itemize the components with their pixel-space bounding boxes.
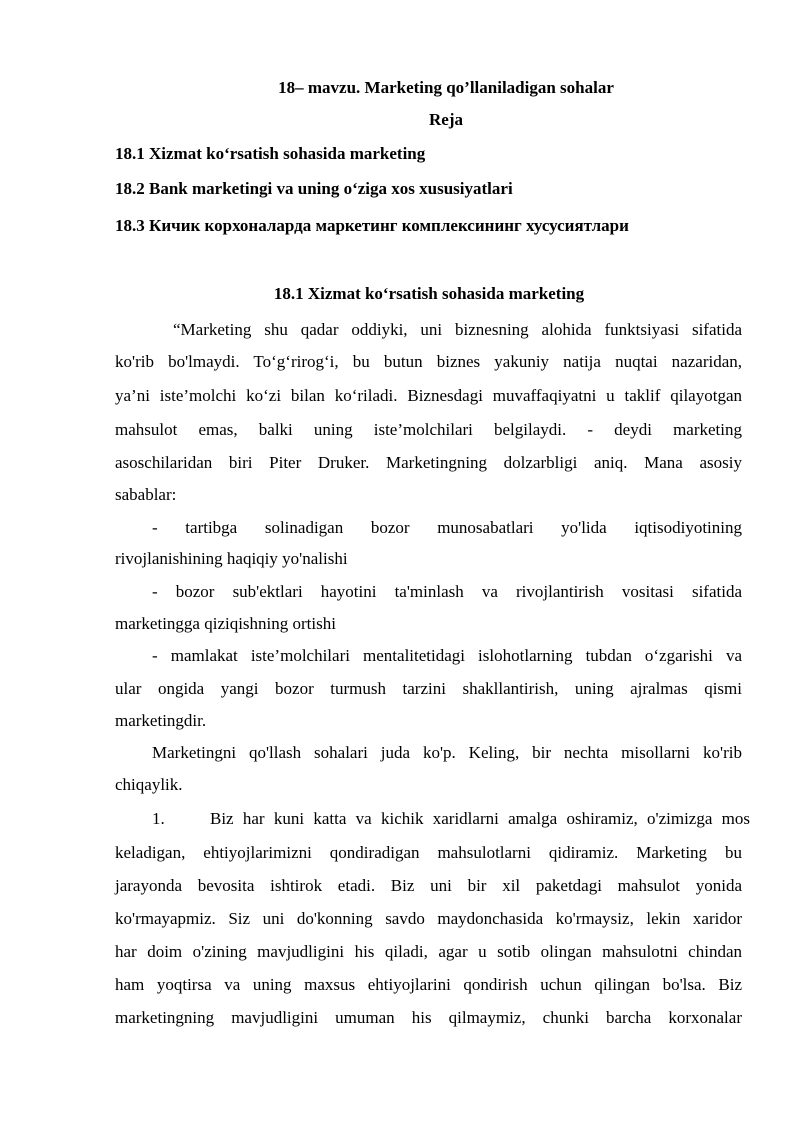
body-line: “Marketing shu qadar oddiyki, uni biznesning alohida funktsiyasi sifatida — [173, 320, 742, 339]
body-line: Biz har kuni katta va kichik xaridlarni amalga oshiramiz, o'zimizga mos — [210, 809, 750, 828]
body-line: har doim o'zining mavjudligini his qiladi, agar u sotib olingan mahsulotni chindan — [115, 942, 742, 961]
body-line: marketingdir. — [115, 711, 207, 730]
plan-item: 18.2 Bank marketingi va uning o‘ziga xos xususiyatlari — [115, 179, 513, 198]
body-line: keladigan, ehtiyojlarimizni qondiradigan mahsulotlarni qidiramiz. Marketing bu — [115, 843, 742, 862]
body-line: mahsulot emas, balki uning iste’molchilari belgilaydi. - deydi marketing — [115, 420, 742, 439]
list-number: 1. — [152, 809, 165, 828]
body-line: ko'rmayapmiz. Siz uni do'konning savdo maydonchasida ko'rmaysiz, lekin xaridor — [115, 909, 742, 928]
bullet-line: - bozor sub'ektlari hayotini ta'minlash va rivojlantirish vositasi sifatida — [152, 582, 742, 601]
body-line: sabablar: — [115, 485, 177, 504]
plan-item: 18.3 Кичик корхоналарда маркетинг комплексининг хусусиятлари — [115, 216, 629, 235]
body-line: ham yoqtirsa va uning maxsus ehtiyojlarini qondirish uchun qilingan bo'lsa. Biz — [115, 975, 742, 994]
body-line: marketingning mavjudligini umuman his qilmaymiz, chunki barcha korxonalar — [115, 1008, 742, 1027]
plan-item: 18.1 Xizmat ko‘rsatish sohasida marketing — [115, 144, 426, 163]
body-line: ko'rib bo'lmaydi. To‘g‘rirog‘i, bu butun biznes yakuniy natija nuqtai nazaridan, — [115, 352, 742, 371]
body-line: chiqaylik. — [115, 775, 183, 794]
body-line: ya’ni iste’molchi ko‘zi bilan ko‘riladi. Biznesdagi muvaffaqiyatni u taklif qilayotgan — [115, 386, 742, 405]
body-line: ular ongida yangi bozor turmush tarzini shakllantirish, uning ajralmas qismi — [115, 679, 742, 698]
bullet-line: - mamlakat iste’molchilari mentalitetidagi islohotlarning tubdan o‘zgarishi va — [152, 646, 742, 665]
body-line: jarayonda bevosita ishtirok etadi. Biz uni bir xil paketdagi mahsulot yonida — [115, 876, 742, 895]
body-line: Marketingni qo'llash sohalari juda ko'p. Keling, bir nechta misollarni ko'rib — [152, 743, 742, 762]
body-line: rivojlanishining haqiqiy yo'nalishi — [115, 549, 348, 568]
body-line: marketingga qiziqishning ortishi — [115, 614, 336, 633]
plan-label: Reja — [429, 110, 463, 129]
body-line: asoschilaridan biri Piter Druker. Marketingning dolzarbligi aniq. Mana asosiy — [115, 453, 742, 472]
page-title: 18– mavzu. Marketing qo’llaniladigan sohalar — [278, 78, 614, 97]
section-title: 18.1 Xizmat ko‘rsatish sohasida marketing — [273, 284, 585, 303]
bullet-line: - tartibga solinadigan bozor munosabatlari yo'lida iqtisodiyotining — [152, 518, 742, 537]
